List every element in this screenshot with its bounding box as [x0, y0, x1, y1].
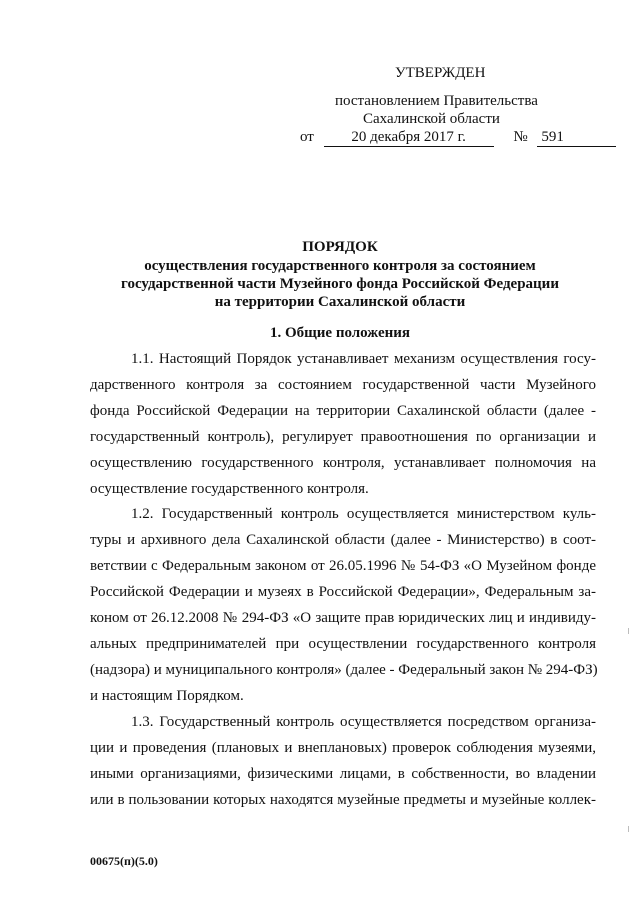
document-title: ПОРЯДОК: [302, 239, 378, 255]
paragraph-1-2: [90, 501, 596, 709]
paragraph-1-3: [90, 709, 596, 813]
paragraph-line: ветствии с Федеральным законом от 26.05.1996 № 54-ФЗ «О Музейном фонде: [90, 558, 596, 574]
paragraph-line: 1.1. Настоящий Порядок устанавливает механизм осуществления госу-: [131, 351, 596, 367]
document-subtitle-line-1: осуществления государственного контроля за состоянием: [144, 258, 536, 274]
approval-line-1: постановлением Правительства: [335, 93, 538, 109]
paragraph-line: 1.3. Государственный контроль осуществляется посредством организа-: [131, 714, 596, 730]
from-label: от: [300, 129, 314, 145]
footer-code: 00675(п)(5.0): [90, 854, 158, 868]
paragraph-line: и настоящим Порядком.: [90, 688, 244, 704]
document-subtitle-line-2: государственной части Музейного фонда Российской Федерации: [121, 276, 559, 292]
paragraph-line: коном от 26.12.2008 № 294-ФЗ «О защите прав юридических лиц и индивиду-: [90, 610, 596, 626]
paragraph-line: (надзора) и муниципального контроля» (далее - Федеральный закон № 294-ФЗ): [90, 662, 598, 678]
paragraph-line: дарственного контроля за состоянием государственной части Музейного: [90, 377, 596, 393]
approval-date: 20 декабря 2017 г.: [324, 128, 494, 147]
approval-date-row: [300, 128, 616, 147]
scan-mark: [628, 826, 629, 832]
number-label: №: [513, 129, 528, 145]
paragraph-1-1: [90, 346, 596, 502]
paragraph-line: ции и проведения (плановых и внеплановых) проверок соблюдения музеями,: [90, 740, 596, 756]
section-heading: 1. Общие положения: [269, 325, 411, 341]
document-subtitle-line-3: на территории Сахалинской области: [214, 294, 466, 310]
paragraph-line: альных предпринимателей при осуществлении государственного контроля: [90, 636, 596, 652]
paragraph-line: или в пользовании которых находятся музейные предметы и музейные коллек-: [90, 792, 596, 808]
paragraph-line: государственный контроль), регулирует правоотношения по организации и: [90, 429, 596, 445]
paragraph-line: осуществление государственного контроля.: [90, 481, 369, 497]
approval-line-2: Сахалинской области: [363, 111, 500, 127]
scan-mark: [628, 628, 629, 634]
approval-number: 591: [537, 128, 616, 147]
paragraph-line: фонда Российской Федерации на территории Сахалинской области (далее -: [90, 403, 596, 419]
paragraph-line: туры и архивного дела Сахалинской области (далее - Министерство) в соот-: [90, 532, 596, 548]
approval-heading: УТВЕРЖДЕН: [395, 65, 486, 81]
paragraph-line: иными организациями, физическими лицами, в собственности, во владении: [90, 766, 596, 782]
paragraph-line: 1.2. Государственный контроль осуществляется министерством куль-: [131, 506, 596, 522]
paragraph-line: Российской Федерации и музеях в Российской Федерации», Федеральным за-: [90, 584, 596, 600]
paragraph-line: осуществлению государственного контроля, устанавливает полномочия на: [90, 455, 596, 471]
